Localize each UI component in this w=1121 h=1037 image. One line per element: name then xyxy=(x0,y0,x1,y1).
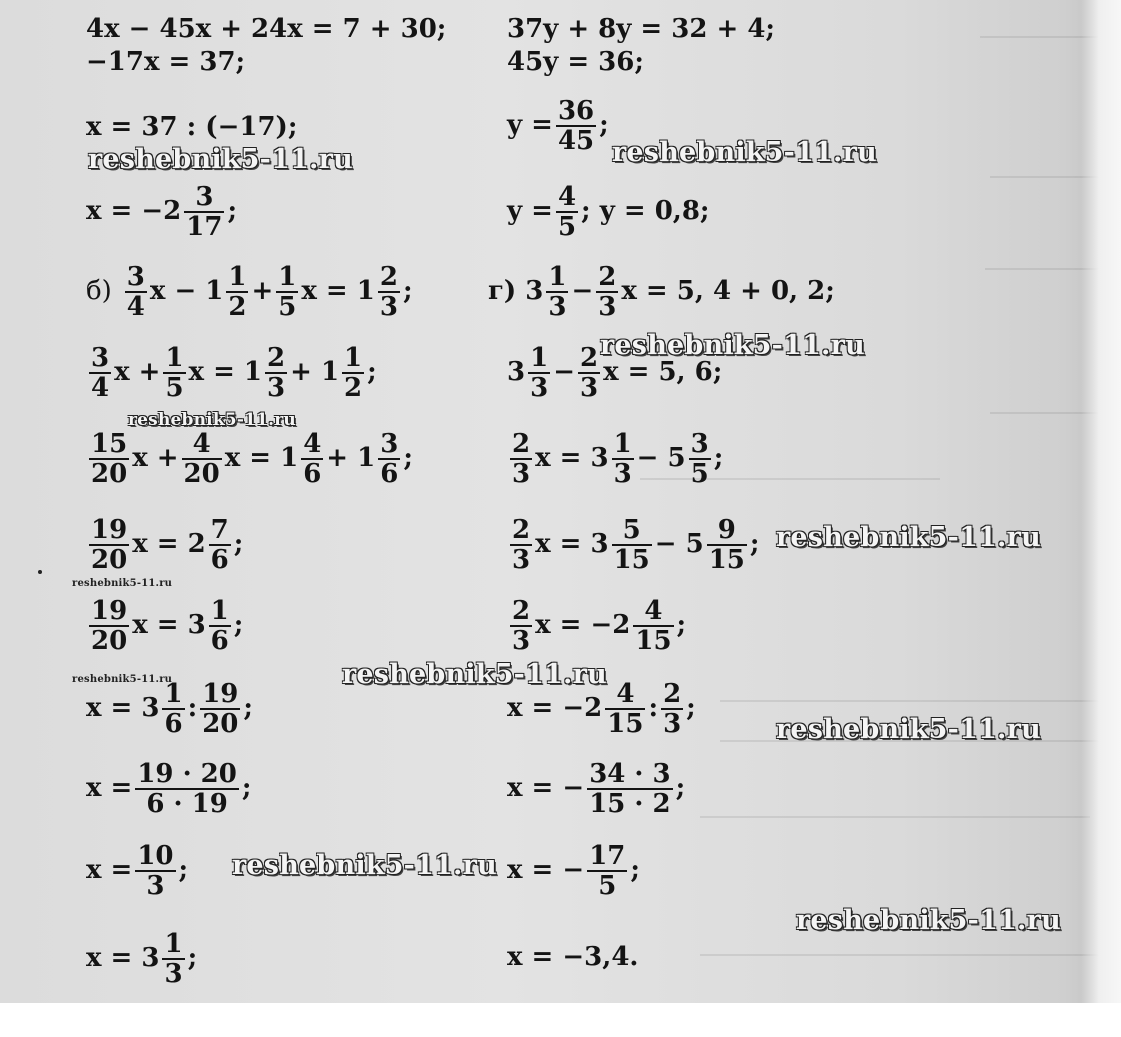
equation-g-step-4: $\frac{2}{3}$ x = 3 $\frac{5}{15}$ − 5 $\frac{9}{15}$ ; xyxy=(512,515,760,575)
equation-v-step-2: 45y = 36; xyxy=(507,47,644,77)
fraction: $\frac{34 \cdot 3}{15 \cdot 2}$ xyxy=(589,759,671,819)
equation-g-step-1: г) 3 $\frac{1}{3}$ − $\frac{2}{3}$ x = 5, 4 + 0, 2; xyxy=(488,262,835,322)
fraction: $\frac{2}{3}$ xyxy=(663,679,682,739)
fraction: $\frac{1}{2}$ xyxy=(344,343,363,403)
fraction: $\frac{2}{3}$ xyxy=(512,596,531,656)
fraction: $\frac{19}{20}$ xyxy=(202,679,239,739)
page-spine-shadow xyxy=(1081,0,1121,1003)
equation-g-step-5: $\frac{2}{3}$ x = −2 $\frac{4}{15}$ ; xyxy=(512,596,687,656)
watermark: reshebnik5-11.ru xyxy=(72,674,173,685)
equation-g-step-2: 3 $\frac{1}{3}$ − $\frac{2}{3}$ x = 5, 6; xyxy=(507,343,723,403)
fraction: $\frac{1}{6}$ xyxy=(164,679,183,739)
fraction: $\frac{4}{5}$ xyxy=(557,182,577,242)
watermark: reshebnik5-11.ru xyxy=(72,578,173,589)
fraction: $\frac{2}{3}$ xyxy=(512,515,531,575)
fraction: $\frac{2}{3}$ xyxy=(598,262,617,322)
fraction: $\frac{3}{17}$ xyxy=(186,182,223,242)
fraction: $\frac{3}{4}$ xyxy=(91,343,110,403)
equation-v-step-1: 37y + 8y = 32 + 4; xyxy=(507,14,776,44)
fraction: $\frac{19}{20}$ xyxy=(91,515,128,575)
equation-b-step-4: $\frac{19}{20}$ x = 2 $\frac{7}{6}$ ; xyxy=(91,515,244,575)
stray-dot xyxy=(38,570,42,574)
watermark: reshebnik5-11.ru xyxy=(128,410,296,430)
fraction: $\frac{1}{5}$ xyxy=(278,262,297,322)
equation-b-step-6: x = 3 $\frac{1}{6}$ : $\frac{19}{20}$ ; xyxy=(86,679,253,739)
equation-v-step-4: y = $\frac{4}{5}$ ; y = 0,8; xyxy=(507,182,710,242)
equation-g-step-3: $\frac{2}{3}$ x = 3 $\frac{1}{3}$ − 5 $\frac{3}{5}$ ; xyxy=(512,429,724,489)
fraction: $\frac{3}{5}$ xyxy=(690,429,709,489)
fraction: $\frac{19 \cdot 20}{6 \cdot 19}$ xyxy=(137,759,237,819)
fraction: $\frac{4}{15}$ xyxy=(607,679,644,739)
fraction: $\frac{19}{20}$ xyxy=(91,596,128,656)
equation-b-step-8: x = $\frac{10}{3}$ ; xyxy=(86,841,189,901)
equation-a-step-3: x = 37 : (−17); xyxy=(86,112,298,142)
equation-b-step-7: x = $\frac{19 \cdot 20}{6 \cdot 19}$ ; xyxy=(86,759,252,819)
fraction: $\frac{4}{6}$ xyxy=(303,429,322,489)
fraction: $\frac{2}{3}$ xyxy=(267,343,286,403)
equation-b-step-3: $\frac{15}{20}$ x + $\frac{4}{20}$ x = 1 $\frac{4}{6}$ + 1 $\frac{3}{6}$ ; xyxy=(91,429,413,489)
watermark: reshebnik5-11.ru xyxy=(342,659,607,690)
equation-b-step-9: x = 3 $\frac{1}{3}$ ; xyxy=(86,929,198,989)
fraction: $\frac{9}{15}$ xyxy=(708,515,745,575)
equation-g-step-8: x = − $\frac{17}{5}$ ; xyxy=(507,841,640,901)
watermark: reshebnik5-11.ru xyxy=(796,905,1061,936)
fraction: $\frac{1}{2}$ xyxy=(228,262,247,322)
fraction: $\frac{1}{5}$ xyxy=(165,343,184,403)
watermark: reshebnik5-11.ru xyxy=(88,144,353,175)
fraction: $\frac{3}{6}$ xyxy=(380,429,399,489)
watermark: reshebnik5-11.ru xyxy=(600,330,865,361)
equation-a-step-1: 4x − 45x + 24x = 7 + 30; xyxy=(86,14,447,44)
equation-a-step-4: x = −2 $\frac{3}{17}$ ; xyxy=(86,182,238,242)
fraction: $\frac{2}{3}$ xyxy=(512,429,531,489)
equation-b-step-1: б) $\frac{3}{4}$ x − 1 $\frac{1}{2}$ + $\frac{1}{5}$ x = 1 $\frac{2}{3}$ ; xyxy=(86,262,413,322)
fraction: $\frac{3}{4}$ xyxy=(126,262,145,322)
watermark: reshebnik5-11.ru xyxy=(232,850,497,881)
equation-b-step-2: $\frac{3}{4}$ x + $\frac{1}{5}$ x = 1 $\frac{2}{3}$ + 1 $\frac{1}{2}$ ; xyxy=(91,343,377,403)
equation-v-step-3: y = $\frac{36}{45}$ ; xyxy=(507,96,609,156)
equation-g-step-9: x = −3,4. xyxy=(507,942,639,972)
equation-g-step-6: x = −2 $\frac{4}{15}$ : $\frac{2}{3}$ ; xyxy=(507,679,696,739)
fraction: $\frac{5}{15}$ xyxy=(613,515,650,575)
equation-g-step-7: x = − $\frac{34 \cdot 3}{15 \cdot 2}$ ; xyxy=(507,759,686,819)
equation-a-step-2: −17x = 37; xyxy=(86,47,246,77)
fraction: $\frac{10}{3}$ xyxy=(137,841,174,901)
watermark: reshebnik5-11.ru xyxy=(612,137,877,168)
fraction: $\frac{15}{20}$ xyxy=(91,429,128,489)
fraction: $\frac{17}{5}$ xyxy=(589,841,626,901)
fraction: $\frac{1}{3}$ xyxy=(613,429,632,489)
fraction: $\frac{4}{15}$ xyxy=(635,596,672,656)
fraction: $\frac{1}{3}$ xyxy=(530,343,549,403)
fraction: $\frac{2}{3}$ xyxy=(579,343,599,403)
fraction: $\frac{1}{6}$ xyxy=(210,596,229,656)
fraction: $\frac{1}{3}$ xyxy=(548,262,567,322)
watermark: reshebnik5-11.ru xyxy=(776,522,1041,553)
fraction: $\frac{1}{3}$ xyxy=(164,929,183,989)
fraction: $\frac{7}{6}$ xyxy=(210,515,229,575)
fraction: $\frac{4}{20}$ xyxy=(183,429,220,489)
watermark: reshebnik5-11.ru xyxy=(776,714,1041,745)
fraction: $\frac{2}{3}$ xyxy=(379,262,398,322)
fraction: $\frac{36}{45}$ xyxy=(557,96,595,156)
equation-b-step-5: $\frac{19}{20}$ x = 3 $\frac{1}{6}$ ; xyxy=(91,596,244,656)
